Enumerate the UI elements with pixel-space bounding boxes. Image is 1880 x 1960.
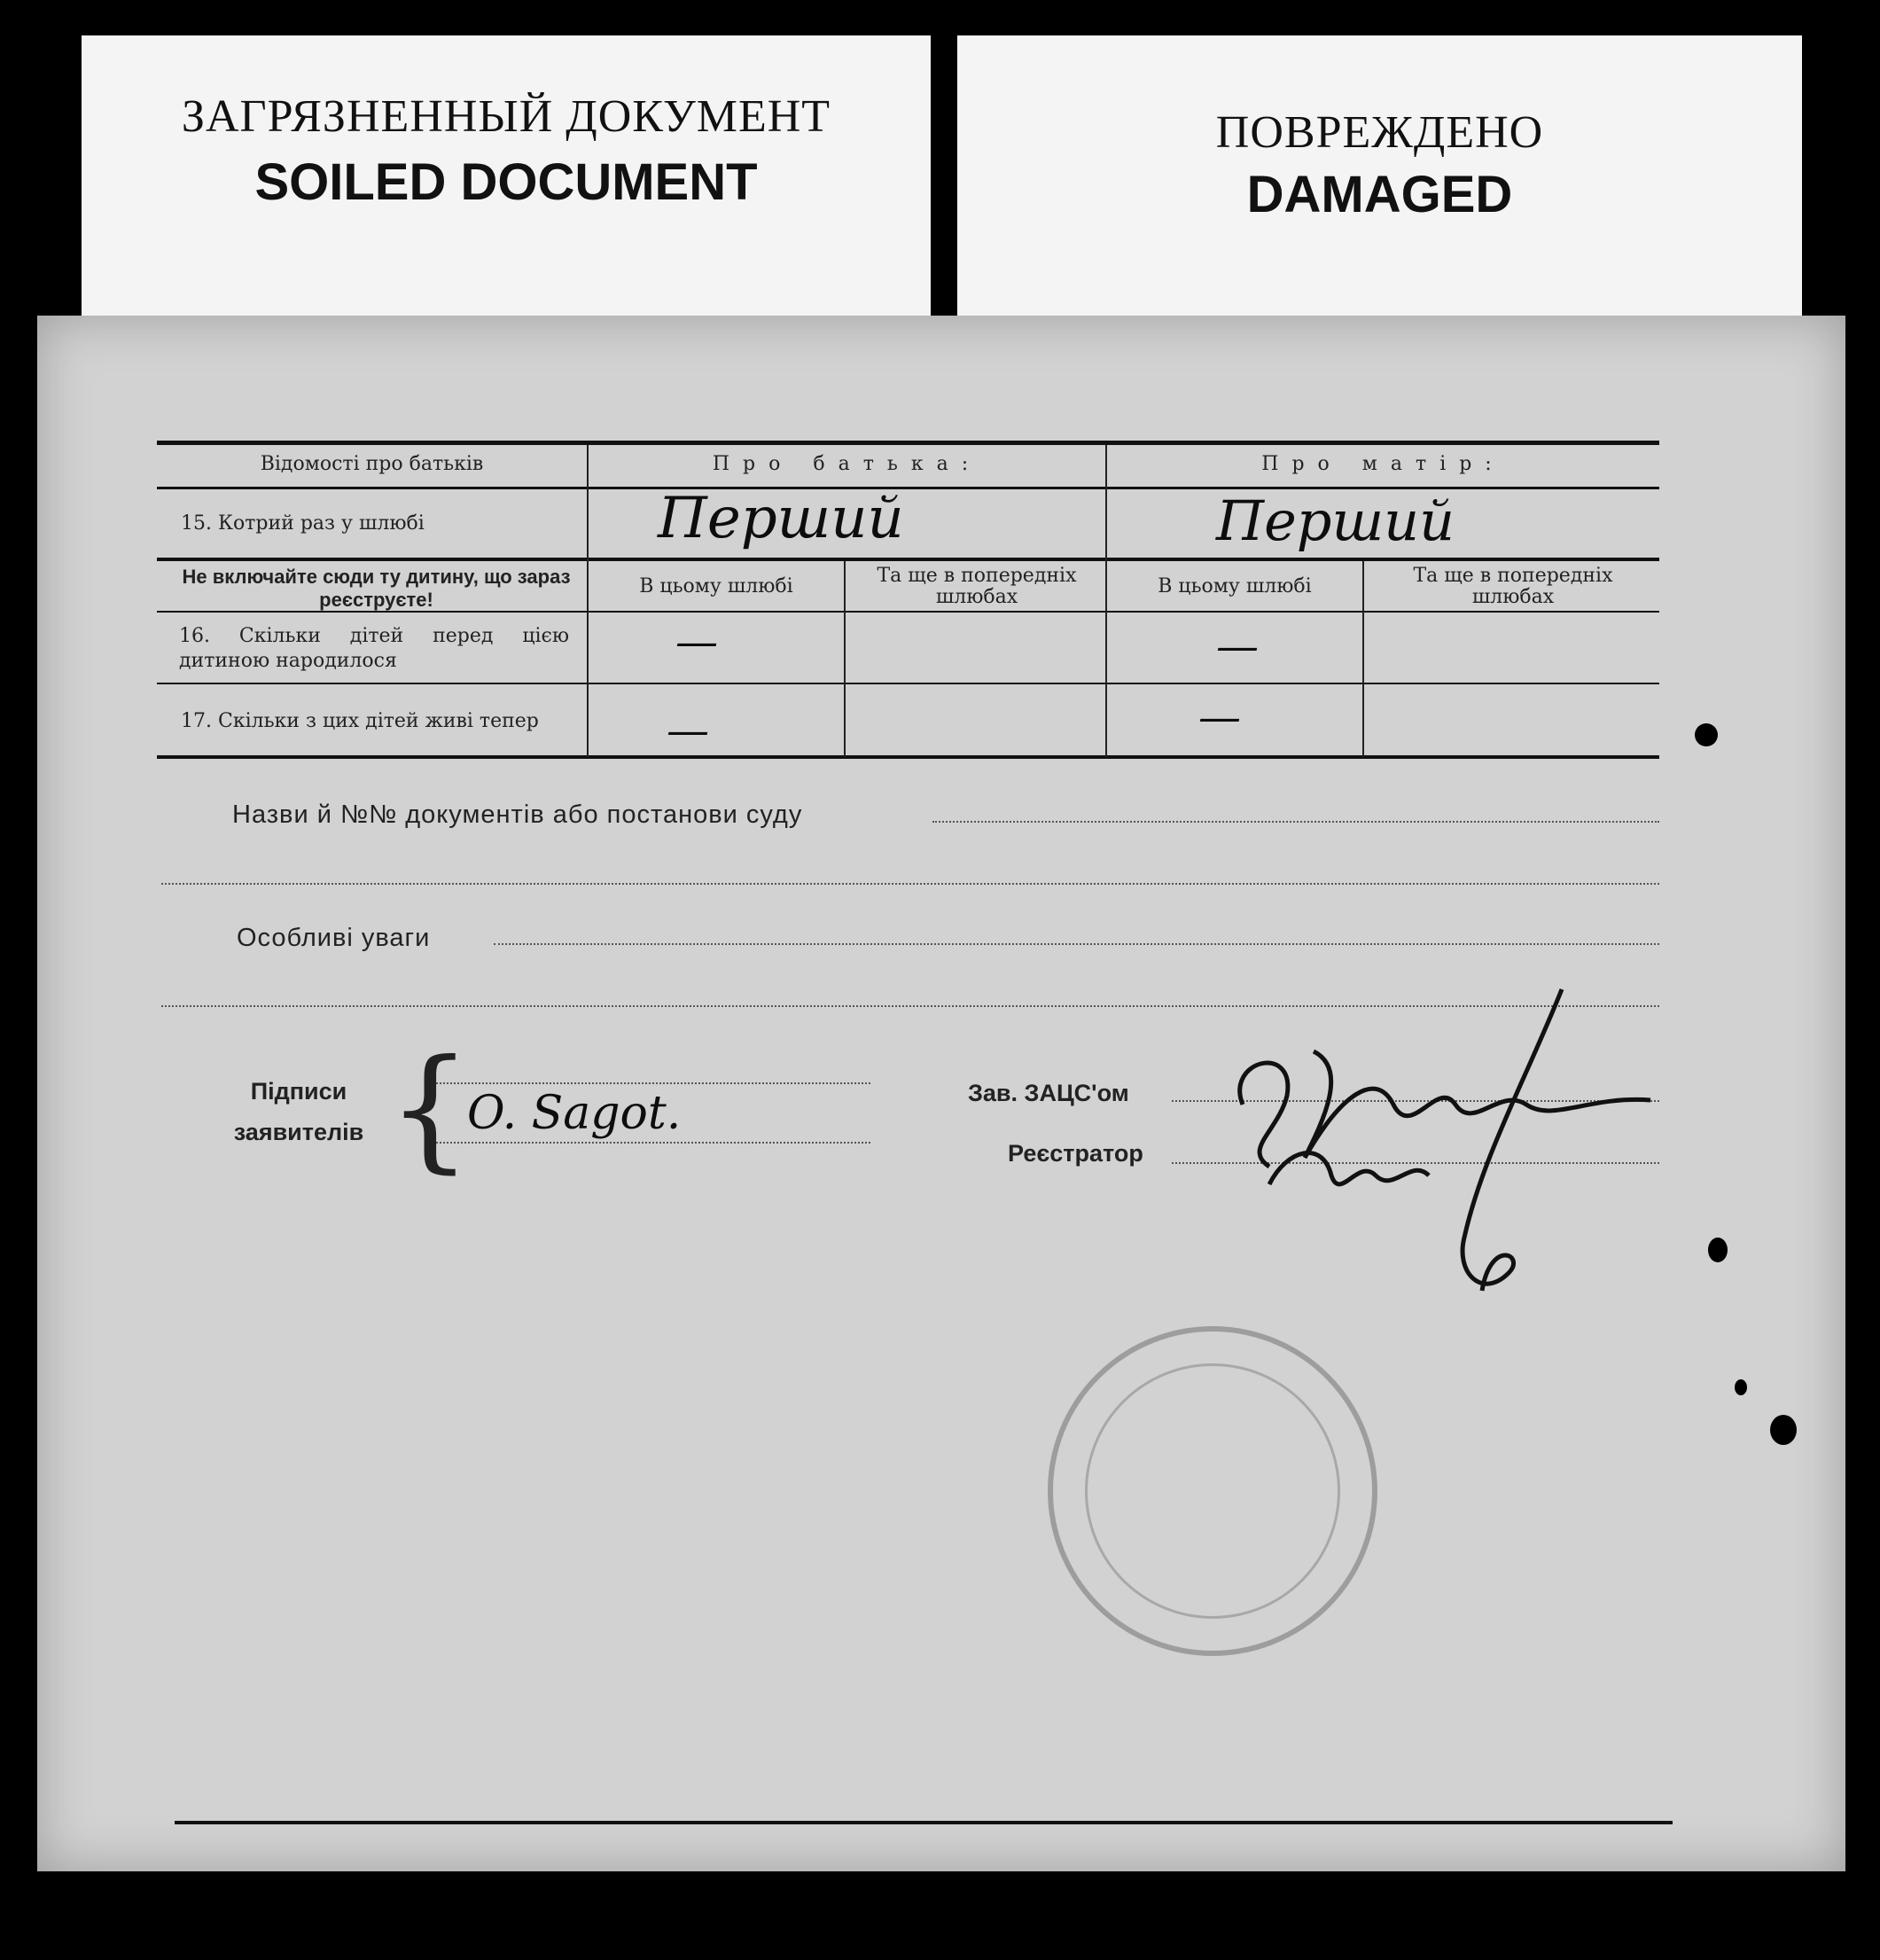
document-sheet — [37, 316, 1845, 1871]
mother-this-marriage-header: В цьому шлюбі — [1158, 575, 1312, 597]
damaged-label-ru: ПОВРЕЖДЕНО — [1215, 107, 1544, 158]
documents-dotted-line-1 — [932, 821, 1659, 823]
applicant-signature-line-2 — [436, 1142, 870, 1144]
documents-field-label: Назви й №№ документів або постанови суду — [232, 800, 803, 829]
row15-label: 15. Котрий раз у шлюбі — [181, 512, 425, 535]
soiled-document-label — [82, 35, 931, 319]
row17-father-this-marriage: — — [667, 706, 709, 755]
header-parents-info: Відомості про батьків — [260, 453, 484, 475]
applicant-signature-line-1 — [436, 1082, 870, 1084]
head-of-registry-label: Зав. ЗАЦС'ом — [968, 1080, 1129, 1106]
applicant-signature: O. Sagot. — [467, 1087, 682, 1140]
mother-previous-marriages-header: Та ще в попередніх шлюбах — [1413, 565, 1613, 608]
row16-mother-this-marriage: — — [1216, 621, 1259, 671]
official-signatures-drawing — [1190, 954, 1686, 1326]
row15-mother-value: Перший — [1216, 488, 1455, 553]
table-row16-rule — [157, 683, 1659, 684]
row-note: Не включайте сюди ту дитину, що зараз реєструєте! — [182, 566, 571, 611]
table-col-divider-2 — [1105, 445, 1107, 757]
header-about-mother: Про матір: — [1261, 453, 1505, 475]
sheet-bottom-rule — [175, 1821, 1673, 1824]
row17-mother-this-marriage: — — [1198, 692, 1241, 742]
father-this-marriage-header: В цьому шлюбі — [639, 575, 793, 597]
damaged-label-en: DAMAGED — [1246, 166, 1513, 223]
soiled-label-en: SOILED DOCUMENT — [254, 153, 758, 211]
soiled-label-ru: ЗАГРЯЗНЕННЫЙ ДОКУМЕНТ — [181, 91, 831, 142]
table-row15-rule — [157, 558, 1659, 561]
edge-tear-4 — [1735, 1379, 1747, 1395]
header-about-father: Про батька: — [712, 453, 982, 475]
remarks-dotted-line-1 — [494, 943, 1659, 945]
father-previous-marriages-header: Та ще в попередніх шлюбах — [877, 565, 1077, 608]
row16-label: 16. Скільки дітей перед цією дитиною народилося — [179, 625, 569, 672]
documents-dotted-line-2 — [161, 883, 1659, 885]
damaged-document-label — [957, 35, 1802, 319]
row16-father-this-marriage: — — [675, 617, 718, 667]
row17-label: 17. Скільки з цих дітей живі тепер — [181, 710, 539, 732]
edge-tear-3 — [1770, 1415, 1797, 1445]
table-subcol-divider-1 — [844, 561, 846, 757]
applicants-brace: { — [387, 1032, 472, 1186]
remarks-field-label: Особливі уваги — [237, 924, 431, 952]
table-bottom-rule — [157, 755, 1659, 759]
table-top-rule — [157, 441, 1659, 445]
edge-tear-2 — [1708, 1238, 1728, 1262]
table-subcol-divider-2 — [1362, 561, 1364, 757]
edge-tear-1 — [1695, 723, 1718, 746]
registrar-label: Реєстратор — [1008, 1140, 1143, 1167]
row15-father-value: Перший — [658, 486, 904, 551]
applicants-signatures-label: Підписи заявителів — [233, 1078, 364, 1145]
table-col-divider-1 — [587, 445, 589, 757]
official-stamp — [1048, 1326, 1377, 1656]
